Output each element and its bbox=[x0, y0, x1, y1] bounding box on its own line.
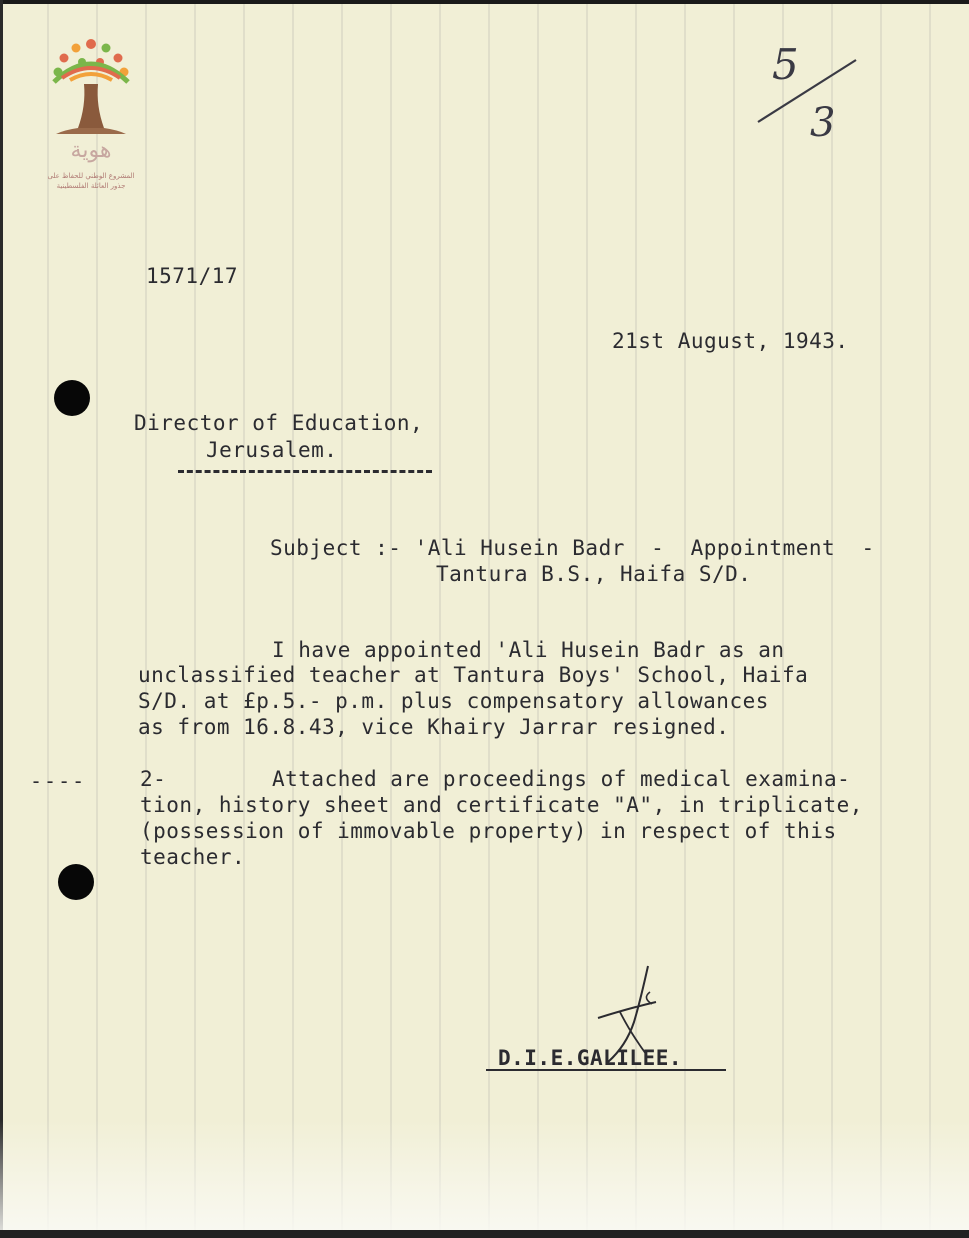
paragraph2-line4: teacher. bbox=[140, 845, 246, 869]
signature-block: D.I.E.GALILEE. bbox=[498, 1046, 683, 1070]
paragraph1-line1: I have appointed 'Ali Husein Badr as an bbox=[272, 638, 785, 662]
watermark-arabic-word: هوية bbox=[70, 138, 112, 163]
scan-edge-top bbox=[0, 0, 969, 4]
margin-mark: ---- bbox=[30, 769, 87, 793]
signature-underline bbox=[486, 1069, 726, 1071]
addressee-line1: Director of Education, bbox=[134, 411, 424, 435]
family-tree-icon bbox=[44, 36, 138, 146]
punch-hole-top bbox=[54, 380, 90, 416]
watermark-caption-line1: المشروع الوطني للحفاظ على bbox=[47, 172, 135, 180]
paper-fade bbox=[0, 1120, 969, 1230]
subject-line1: Subject :- 'Ali Husein Badr - Appointment - bbox=[270, 536, 875, 560]
reference-number: 1571/17 bbox=[146, 264, 239, 288]
folio-slash-icon bbox=[752, 52, 862, 132]
addressee-underline bbox=[178, 470, 432, 473]
scan-edge-left bbox=[0, 0, 3, 1238]
letter-date: 21st August, 1943. bbox=[612, 329, 849, 353]
paragraph1-line4: as from 16.8.43, vice Khairy Jarrar resigned. bbox=[138, 715, 730, 739]
paragraph2-line3: (possession of immovable property) in respect of this bbox=[140, 819, 837, 843]
punch-hole-bottom bbox=[58, 864, 94, 900]
subject-line2: Tantura B.S., Haifa S/D. bbox=[436, 562, 752, 586]
paragraph2-line2: tion, history sheet and certificate "A", in triplicate, bbox=[140, 793, 863, 817]
scan-edge-bottom bbox=[0, 1230, 969, 1238]
paragraph2-number: 2- bbox=[140, 767, 167, 791]
watermark-logo bbox=[44, 36, 138, 194]
paragraph1-line2: unclassified teacher at Tantura Boys' School, Haifa bbox=[138, 663, 809, 687]
paragraph1-line3: S/D. at £p.5.- p.m. plus compensatory allowances bbox=[138, 689, 769, 713]
folio-numerator: 5 bbox=[772, 40, 799, 89]
watermark-caption-line2: جذور العائلة الفلسطينية bbox=[56, 182, 126, 190]
addressee-line2: Jerusalem. bbox=[206, 438, 338, 462]
paragraph2-line1: Attached are proceedings of medical examina- bbox=[272, 767, 851, 791]
folio-denominator: 3 bbox=[810, 100, 836, 146]
